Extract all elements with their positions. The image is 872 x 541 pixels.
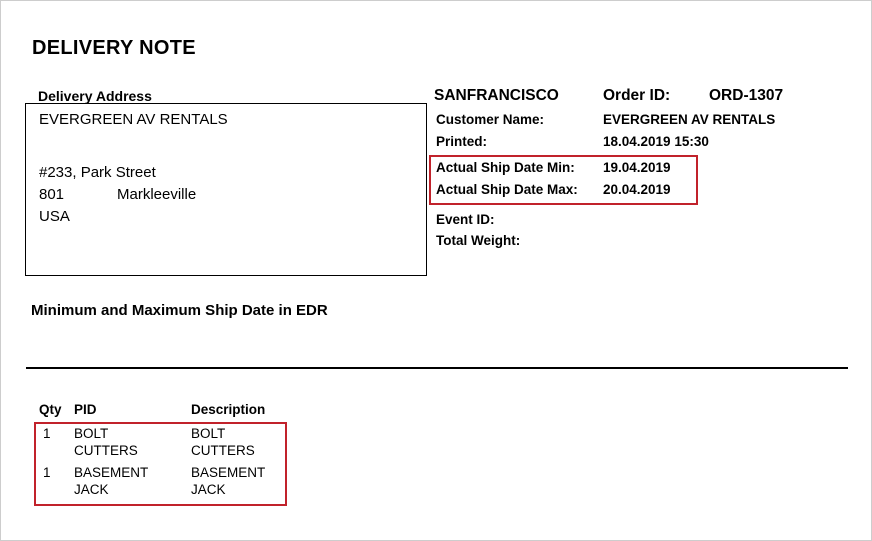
qty-column-header: Qty (39, 402, 62, 417)
address-company: EVERGREEN AV RENTALS (39, 111, 228, 128)
item-pid: BOLT CUTTERS (74, 426, 138, 458)
page-title: DELIVERY NOTE (32, 37, 196, 59)
info-row-ship-date-max (436, 182, 866, 200)
delivery-address-box (25, 103, 427, 276)
ship-date-min-label: Actual Ship Date Min: (436, 160, 575, 175)
info-row-total-weight (436, 233, 866, 251)
ship-date-max-label: Actual Ship Date Max: (436, 182, 578, 197)
address-country: USA (39, 208, 70, 225)
warehouse-location: SANFRANCISCO (434, 87, 559, 104)
order-id-label: Order ID: (603, 87, 671, 104)
item-qty: 1 (43, 465, 51, 480)
address-city: Markleeville (117, 186, 197, 203)
description-column-header: Description (191, 402, 266, 417)
info-row-event-id (436, 212, 866, 230)
ship-date-max-value: 20.04.2019 (603, 182, 671, 197)
item-pid: BASEMENT JACK (74, 465, 149, 497)
pid-column-header: PID (74, 402, 97, 417)
address-city-line (39, 186, 196, 203)
ship-date-min-value: 19.04.2019 (603, 160, 671, 175)
delivery-address-label: Delivery Address (38, 88, 152, 104)
customer-name-label: Customer Name: (436, 112, 545, 127)
total-weight-label: Total Weight: (436, 233, 521, 248)
item-description: BOLT CUTTERS (191, 426, 255, 458)
address-street: #233, Park Street (39, 164, 156, 181)
section-note: Minimum and Maximum Ship Date in EDR (31, 302, 328, 319)
item-qty: 1 (43, 426, 51, 441)
divider-rule (26, 367, 848, 369)
customer-name-value: EVERGREEN AV RENTALS (603, 112, 776, 127)
info-row-ship-date-min (436, 160, 866, 178)
info-row-customer-name (436, 112, 866, 130)
item-description: BASEMENT JACK (191, 465, 266, 497)
printed-label: Printed: (436, 134, 488, 149)
printed-value: 18.04.2019 15:30 (603, 134, 709, 149)
address-postal-code: 801 (39, 186, 65, 203)
order-id-value: ORD-1307 (709, 87, 784, 104)
info-row-printed (436, 134, 866, 152)
event-id-label: Event ID: (436, 212, 495, 227)
items-table-header (1, 402, 871, 418)
